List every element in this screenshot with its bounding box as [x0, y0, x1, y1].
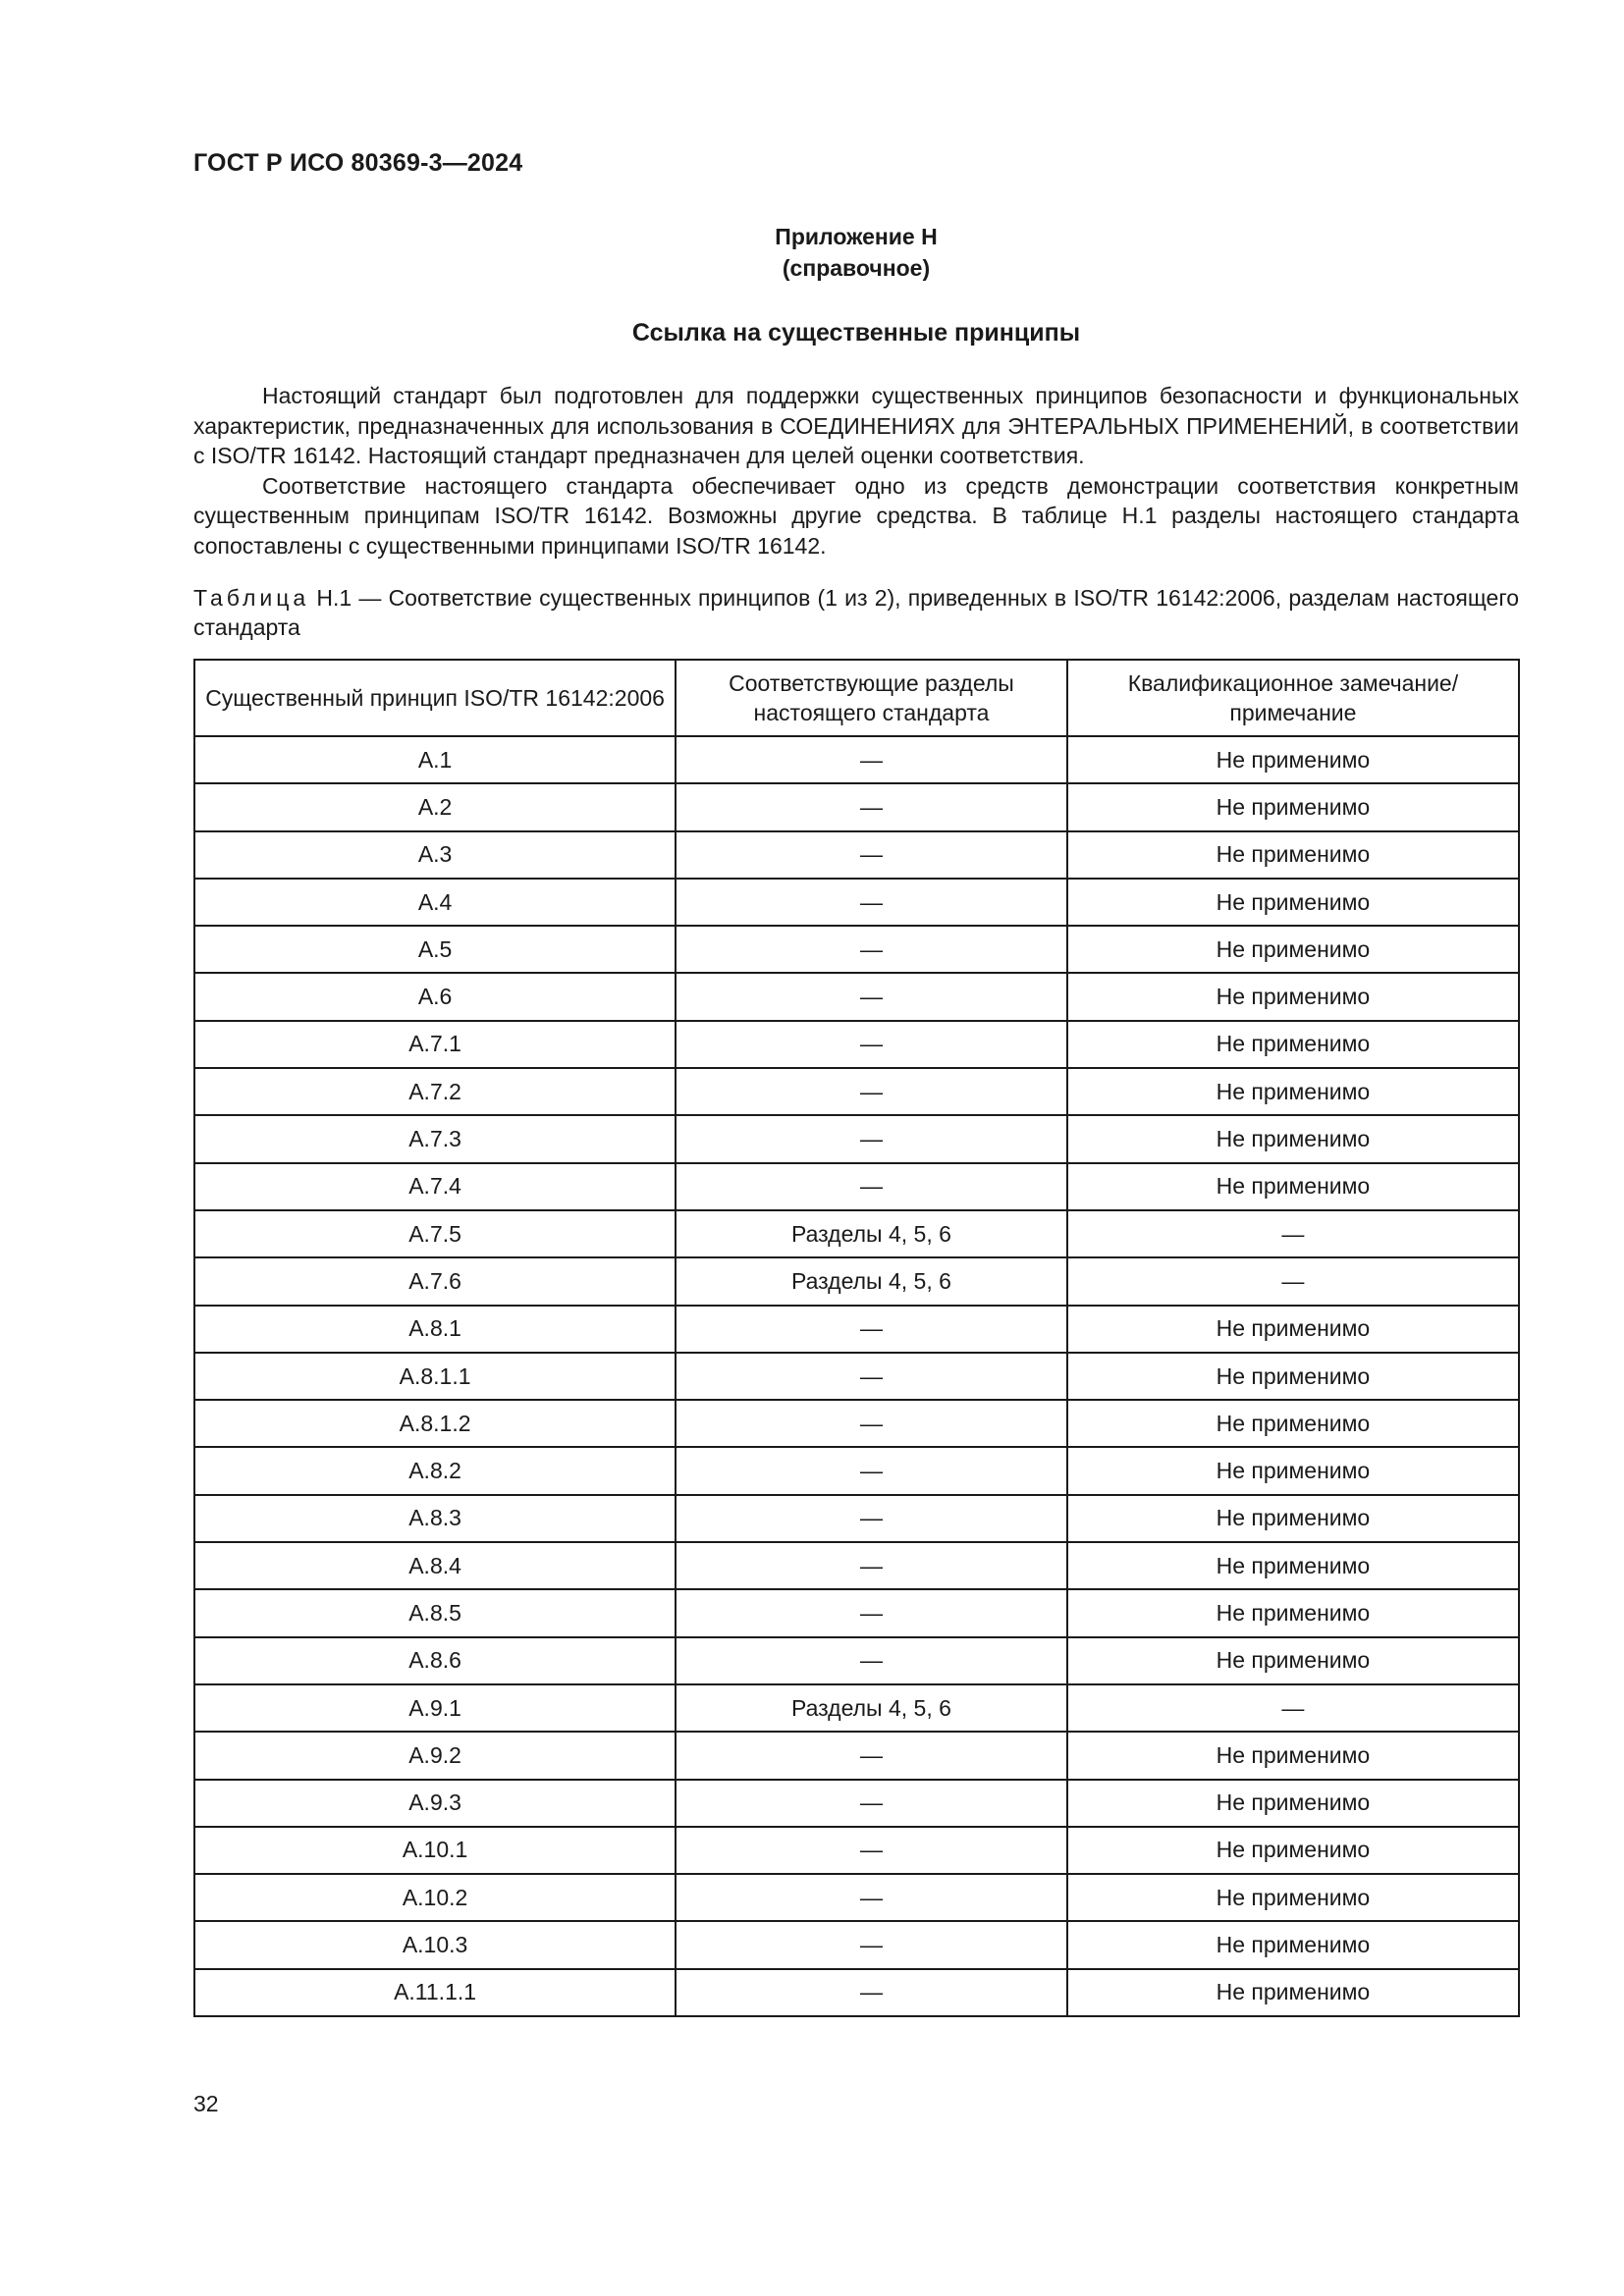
cell-principle: А.7.5	[194, 1210, 676, 1257]
cell-remark: Не применимо	[1067, 1827, 1519, 1874]
table-row	[194, 973, 1519, 1020]
cell-sections: —	[676, 1163, 1067, 1210]
cell-sections: Разделы 4, 5, 6	[676, 1684, 1067, 1732]
table-row	[194, 736, 1519, 783]
cell-remark: Не применимо	[1067, 879, 1519, 926]
cell-principle: А.7.4	[194, 1163, 676, 1210]
table-row	[194, 926, 1519, 973]
table-row	[194, 1637, 1519, 1684]
table-row	[194, 1021, 1519, 1068]
cell-sections: —	[676, 1732, 1067, 1779]
cell-remark: Не применимо	[1067, 1068, 1519, 1115]
paragraph: Настоящий стандарт был подготовлен для поддержки существенных принципов безопасности и функциональных характеристик, предназначенных для использования в СОЕДИНЕНИЯХ для ЭНТЕРАЛЬНЫХ ПРИМЕНЕНИЙ, в соответствии с ISO/TR 16142. Настоящий стандарт предназначен для целей оценки соответствия.	[193, 383, 1519, 468]
header-cell-principle: Существенный принцип ISO/TR 16142:2006	[194, 660, 676, 736]
cell-remark: Не применимо	[1067, 1495, 1519, 1542]
document-code: ГОСТ Р ИСО 80369-3—2024	[193, 149, 523, 177]
cell-remark: Не применимо	[1067, 1921, 1519, 1968]
cell-sections: —	[676, 783, 1067, 830]
cell-sections: —	[676, 1542, 1067, 1589]
cell-sections: —	[676, 1589, 1067, 1636]
cell-remark: Не применимо	[1067, 831, 1519, 879]
cell-principle: А.6	[194, 973, 676, 1020]
cell-sections: —	[676, 1921, 1067, 1968]
cell-remark: —	[1067, 1684, 1519, 1732]
cell-remark: Не применимо	[1067, 1306, 1519, 1353]
cell-principle: А.5	[194, 926, 676, 973]
cell-sections: —	[676, 973, 1067, 1020]
cell-remark: Не применимо	[1067, 1589, 1519, 1636]
table-row	[194, 1495, 1519, 1542]
cell-remark: Не применимо	[1067, 1780, 1519, 1827]
cell-remark: Не применимо	[1067, 1021, 1519, 1068]
table-row	[194, 1163, 1519, 1210]
table-row	[194, 1115, 1519, 1162]
table-row	[194, 1921, 1519, 1968]
principles-table	[193, 659, 1520, 2017]
cell-principle: А.8.6	[194, 1637, 676, 1684]
cell-remark: Не применимо	[1067, 973, 1519, 1020]
section-heading: Ссылка на существенные принципы	[631, 319, 1081, 347]
header-cell-sections: Соответствующие разделы настоящего стандарта	[676, 660, 1067, 736]
cell-principle: А.8.3	[194, 1495, 676, 1542]
cell-remark: Не применимо	[1067, 1353, 1519, 1400]
cell-sections: Разделы 4, 5, 6	[676, 1210, 1067, 1257]
cell-sections: —	[676, 1447, 1067, 1494]
table-row	[194, 1306, 1519, 1353]
table-body	[194, 736, 1519, 2016]
cell-sections: —	[676, 831, 1067, 879]
cell-remark: —	[1067, 1257, 1519, 1305]
cell-principle: А.8.1.1	[194, 1353, 676, 1400]
cell-remark: Не применимо	[1067, 1447, 1519, 1494]
cell-principle: А.9.3	[194, 1780, 676, 1827]
cell-sections: —	[676, 736, 1067, 783]
cell-remark: Не применимо	[1067, 783, 1519, 830]
cell-principle: А.7.2	[194, 1068, 676, 1115]
table-row	[194, 831, 1519, 879]
cell-principle: А.8.1.2	[194, 1400, 676, 1447]
cell-sections: —	[676, 879, 1067, 926]
cell-principle: А.2	[194, 783, 676, 830]
cell-principle: А.7.6	[194, 1257, 676, 1305]
cell-principle: А.4	[194, 879, 676, 926]
table-row	[194, 1732, 1519, 1779]
cell-principle: А.8.4	[194, 1542, 676, 1589]
cell-sections: Разделы 4, 5, 6	[676, 1257, 1067, 1305]
cell-remark: Не применимо	[1067, 1637, 1519, 1684]
cell-sections: —	[676, 926, 1067, 973]
cell-remark: —	[1067, 1210, 1519, 1257]
cell-sections: —	[676, 1306, 1067, 1353]
cell-principle: А.3	[194, 831, 676, 879]
cell-remark: Не применимо	[1067, 926, 1519, 973]
table-row	[194, 783, 1519, 830]
table-row	[194, 1969, 1519, 2016]
cell-remark: Не применимо	[1067, 1969, 1519, 2016]
table-header-row	[194, 660, 1519, 736]
cell-sections: —	[676, 1115, 1067, 1162]
cell-sections: —	[676, 1021, 1067, 1068]
cell-principle: А.7.3	[194, 1115, 676, 1162]
cell-principle: А.11.1.1	[194, 1969, 676, 2016]
cell-sections: —	[676, 1400, 1067, 1447]
cell-remark: Не применимо	[1067, 1542, 1519, 1589]
table-row	[194, 1780, 1519, 1827]
cell-principle: А.8.1	[194, 1306, 676, 1353]
table-row	[194, 1068, 1519, 1115]
page-number: 32	[193, 2091, 219, 2116]
table-row	[194, 1589, 1519, 1636]
cell-principle: А.8.2	[194, 1447, 676, 1494]
annex-status: (справочное)	[782, 255, 931, 281]
table-row	[194, 1684, 1519, 1732]
body-text	[193, 381, 1519, 561]
cell-sections: —	[676, 1874, 1067, 1921]
table-row	[194, 1257, 1519, 1305]
table-caption-label: Таблица	[193, 585, 310, 611]
cell-remark: Не применимо	[1067, 1115, 1519, 1162]
table-row	[194, 1400, 1519, 1447]
cell-principle: А.10.2	[194, 1874, 676, 1921]
header-cell-remark: Квалификационное замечание/ примечание	[1067, 660, 1519, 736]
cell-remark: Не применимо	[1067, 1163, 1519, 1210]
table-row	[194, 1827, 1519, 1874]
cell-principle: А.10.3	[194, 1921, 676, 1968]
table-caption	[193, 583, 1519, 642]
table-row	[194, 1447, 1519, 1494]
cell-sections: —	[676, 1637, 1067, 1684]
cell-remark: Не применимо	[1067, 1874, 1519, 1921]
cell-sections: —	[676, 1068, 1067, 1115]
cell-principle: А.10.1	[194, 1827, 676, 1874]
cell-principle: А.9.2	[194, 1732, 676, 1779]
cell-sections: —	[676, 1780, 1067, 1827]
cell-remark: Не применимо	[1067, 1732, 1519, 1779]
table-row	[194, 1542, 1519, 1589]
cell-remark: Не применимо	[1067, 736, 1519, 783]
cell-sections: —	[676, 1827, 1067, 1874]
cell-principle: А.1	[194, 736, 676, 783]
cell-remark: Не применимо	[1067, 1400, 1519, 1447]
table-row	[194, 1210, 1519, 1257]
cell-principle: А.8.5	[194, 1589, 676, 1636]
annex-title: Приложение Н	[775, 224, 938, 249]
table-row	[194, 879, 1519, 926]
cell-principle: А.9.1	[194, 1684, 676, 1732]
cell-principle: А.7.1	[194, 1021, 676, 1068]
cell-sections: —	[676, 1353, 1067, 1400]
cell-sections: —	[676, 1495, 1067, 1542]
table-row	[194, 1874, 1519, 1921]
paragraph: Соответствие настоящего стандарта обеспечивает одно из средств демонстрации соответствия конкретным существенным принципам ISO/TR 16142. Возможны другие средства. В таблице Н.1 разделы настоящего стандарта сопоставлены с существенными принципами ISO/TR 16142.	[193, 472, 1519, 559]
cell-sections: —	[676, 1969, 1067, 2016]
table-row	[194, 1353, 1519, 1400]
table-caption-text: Н.1 — Соответствие существенных принципов (1 из 2), приведенных в ISO/TR 16142:2006, разделам настоящего стандарта	[193, 585, 1519, 640]
